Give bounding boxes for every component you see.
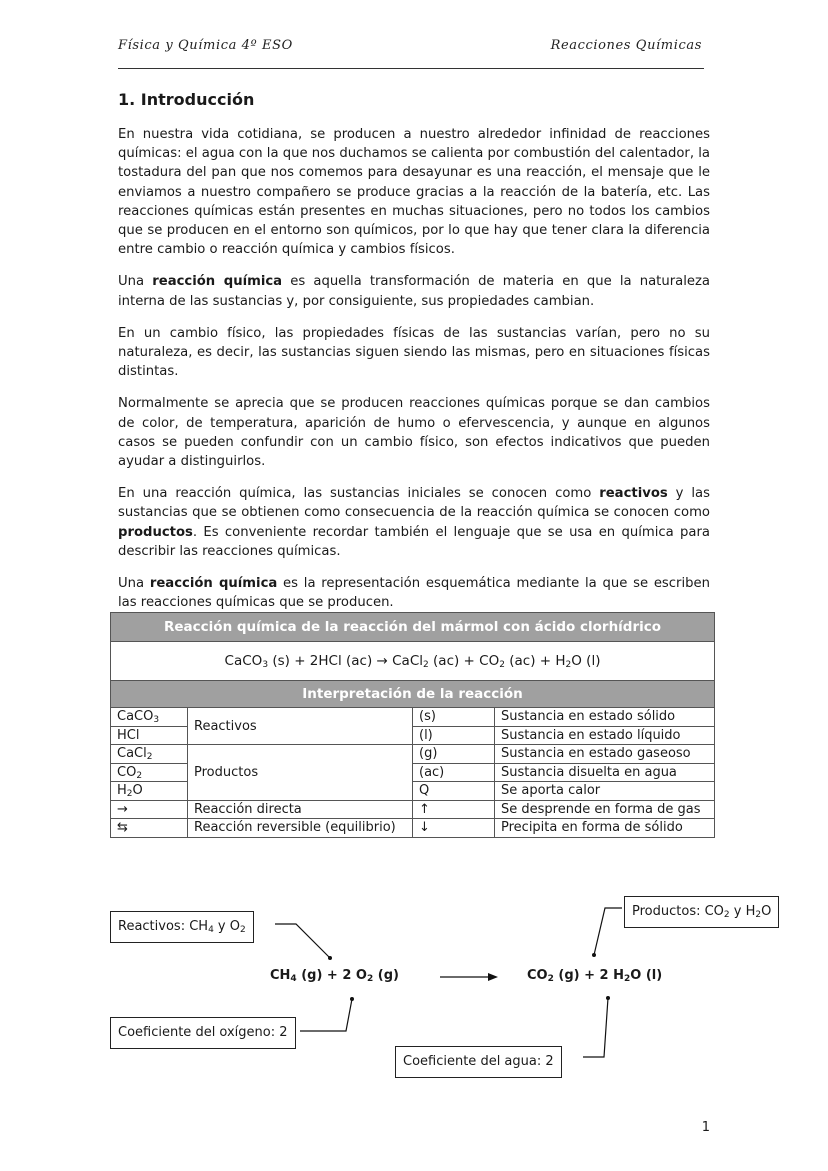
header-subject: Física y Química 4º ESO	[118, 38, 293, 53]
paragraph-1: En nuestra vida cotidiana, se producen a nuestro alrededor infinidad de reacciones químicas: el agua con la que nos duchamos se calienta por combustión del calentador, la tostadura del pan que nos comemos para desayunar es una reacción, el mensaje que le enviamos a nuestro compañero se produce gracias a la reacción de la batería, etc. Las reacciones químicas están presentes en muchas situaciones, pero no todos los cambios que se producen en el entorno son químicos, por lo que hay que tener clara la diferencia entre cambio o reacción química y cambios físicos.	[118, 127, 710, 258]
paragraph-3: En un cambio físico, las propiedades físicas de las sustancias varían, pero no su naturaleza, es decir, las sustancias siguen siendo las mismas, pero en situaciones físicas distintas.	[118, 325, 710, 380]
agua-connector	[583, 998, 608, 1057]
products-formula: $CO_2$ (g) + 2 $H_2O$ (l)	[527, 968, 663, 984]
symbol-cell: →	[111, 800, 188, 819]
productos-connector	[594, 908, 622, 955]
group-cell: Productos	[188, 745, 413, 801]
coef-oxigeno-box: Coeficiente del oxígeno: 2	[110, 1017, 296, 1049]
symbol-cell: CaCO$_3$	[111, 708, 188, 727]
paragraph-2: Una reacción química es aquella transformación de materia en que la naturaleza interna de las sustancias y, por consiguiente, sus propiedades cambian.	[118, 274, 710, 309]
oxigeno-dot	[350, 997, 354, 1001]
meaning-cell: Sustancia en estado líquido	[495, 726, 715, 745]
symbol-cell: CaCl$_2$	[111, 745, 188, 764]
oxigeno-connector	[300, 999, 352, 1031]
group-cell: Reacción reversible (equilibrio)	[188, 819, 413, 838]
symbol-cell: $CO_2$	[111, 763, 188, 782]
table-title: Reacción química de la reacción del mármol con ácido clorhídrico	[111, 613, 715, 642]
page-number: 1	[701, 1120, 710, 1135]
reaction-arrow-head	[488, 973, 498, 981]
meaning-cell: Precipita en forma de sólido	[495, 819, 715, 838]
meaning-cell: Sustancia en estado sólido	[495, 708, 715, 727]
group-cell: Reactivos	[188, 708, 413, 745]
state-cell: (g)	[413, 745, 495, 764]
meaning-cell: Se desprende en forma de gas	[495, 800, 715, 819]
state-cell: ↑	[413, 800, 495, 819]
paragraph-5: En una reacción química, las sustancias iniciales se conocen como reactivos y las sustancias que se obtienen como consecuencia de la reacción química se conocen como productos. Es conveniente recordar también el lenguaje que se usa en química para describir las reacciones químicas.	[118, 486, 710, 559]
reactivos-dot	[328, 956, 332, 960]
reactants-formula: $CH_4$ (g) + 2 $O_2$ (g)	[270, 968, 399, 984]
header-topic: Reacciones Químicas	[550, 38, 702, 53]
symbol-cell: $H_2O$	[111, 782, 188, 801]
meaning-cell: Sustancia en estado gaseoso	[495, 745, 715, 764]
productos-label-box: Productos: $CO_2$ y $H_2O$	[624, 896, 779, 928]
state-cell: (l)	[413, 726, 495, 745]
symbol-cell: ⇆	[111, 819, 188, 838]
section-title: 1. Introducción	[118, 90, 255, 109]
paragraph-4: Normalmente se aprecia que se producen reacciones químicas porque se dan cambios de color, de temperatura, aparición de humo o efervescencia, y aunque en algunos casos se pueden confundir con un cambio físico, son efectos indicativos que pueden ayudar a distinguirlos.	[118, 396, 710, 470]
state-cell: Q	[413, 782, 495, 801]
agua-dot	[606, 996, 610, 1000]
productos-dot	[592, 953, 596, 957]
meaning-cell: Sustancia disuelta en agua	[495, 763, 715, 782]
paragraph-6: Una reacción química es la representación esquemática mediante la que se escriben las reacciones químicas que se producen.	[118, 576, 710, 611]
interpretation-title: Interpretación de la reacción	[111, 681, 715, 708]
state-cell: (s)	[413, 708, 495, 727]
reactivos-connector	[275, 924, 330, 958]
reaction-equation: CaCO$_3$ (s) + 2HCl (ac) → CaCl$_2$ $(ac) + CO_2$ $(ac) + H_2O$ (l)	[111, 642, 715, 681]
state-cell: (ac)	[413, 763, 495, 782]
symbol-cell: HCl	[111, 726, 188, 745]
group-cell: Reacción directa	[188, 800, 413, 819]
meaning-cell: Se aporta calor	[495, 782, 715, 801]
reactivos-label-box: Reactivos: $CH_4$ y $O_2$	[110, 911, 254, 943]
state-cell: ↓	[413, 819, 495, 838]
coef-agua-box: Coeficiente del agua: 2	[395, 1046, 562, 1078]
